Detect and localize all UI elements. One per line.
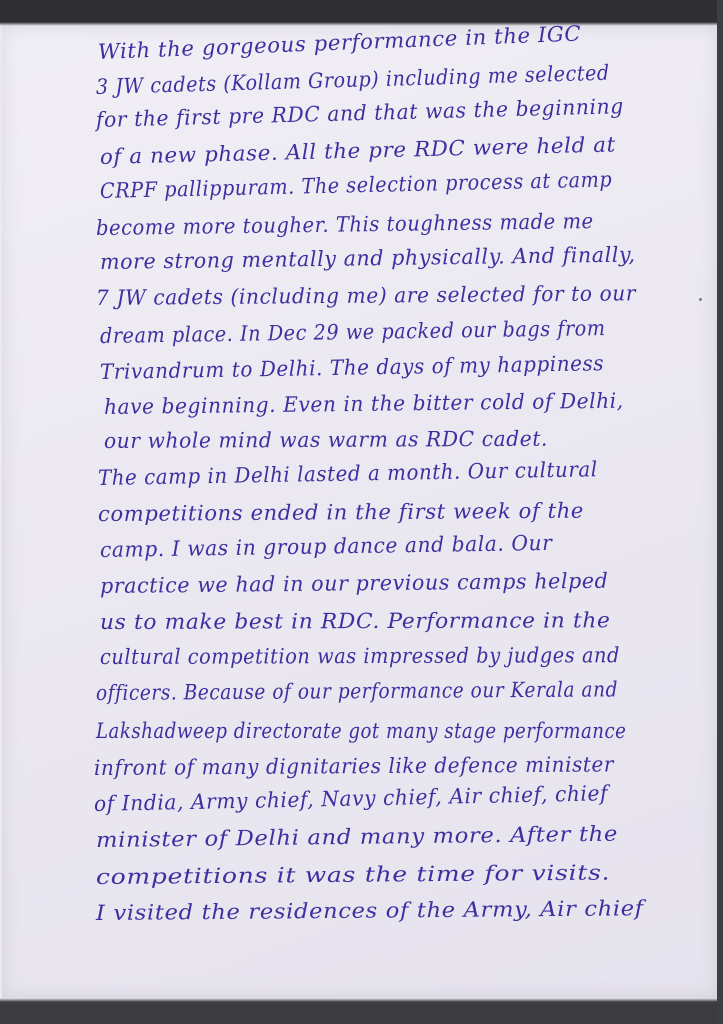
- text-line: practice we had in our previous camps helped: [99, 568, 609, 598]
- text-line: With the gorgeous performance in the IGC: [97, 21, 582, 64]
- text-line: dream place. In Dec 29 we packed our bags from: [99, 316, 606, 348]
- text-line: competitions ended in the first week of the: [97, 498, 585, 526]
- text-line: have beginning. Even in the bitter cold of Delhi,: [103, 388, 624, 419]
- text-line: CRPF pallippuram. The selection process at camp: [99, 167, 613, 203]
- text-line: minister of Delhi and many more. After the: [95, 821, 619, 852]
- text-line: 3 JW cadets (Kollam Group) including me selected: [95, 60, 610, 99]
- text-line: infront of many dignitaries like defence minister: [93, 752, 615, 780]
- text-line: our whole mind was warm as RDC cadet.: [103, 426, 549, 453]
- text-line: become more tougher. This toughness made me: [95, 209, 594, 240]
- text-line: cultural competition was impressed by judges and: [99, 643, 620, 669]
- text-line: camp. I was in group dance and bala. Our: [99, 530, 553, 562]
- text-line: competitions it was the time for visits.: [95, 860, 611, 889]
- text-line: I visited the residences of the Army, Air chief: [95, 896, 644, 925]
- text-line: The camp in Delhi lasted a month. Our cultural: [97, 457, 598, 490]
- text-line: officers. Because of our performance our Kerala and: [95, 677, 619, 705]
- text-line: of a new phase. All the pre RDC were held at: [99, 132, 617, 169]
- text-line: more strong mentally and physically. And finally,: [99, 242, 636, 274]
- text-line: Lakshadweep directorate got many stage performance: [96, 719, 627, 743]
- text-line: us to make best in RDC. Performance in the: [99, 608, 611, 634]
- text-line: 7 JW cadets (including me) are selected for to our: [95, 281, 637, 310]
- text-line: for the first pre RDC and that was the beginning: [95, 94, 625, 132]
- text-line: of India, Army chief, Navy chief, Air chief, chief: [93, 781, 609, 816]
- text-line: Trivandrum to Delhi. The days of my happiness: [99, 351, 605, 384]
